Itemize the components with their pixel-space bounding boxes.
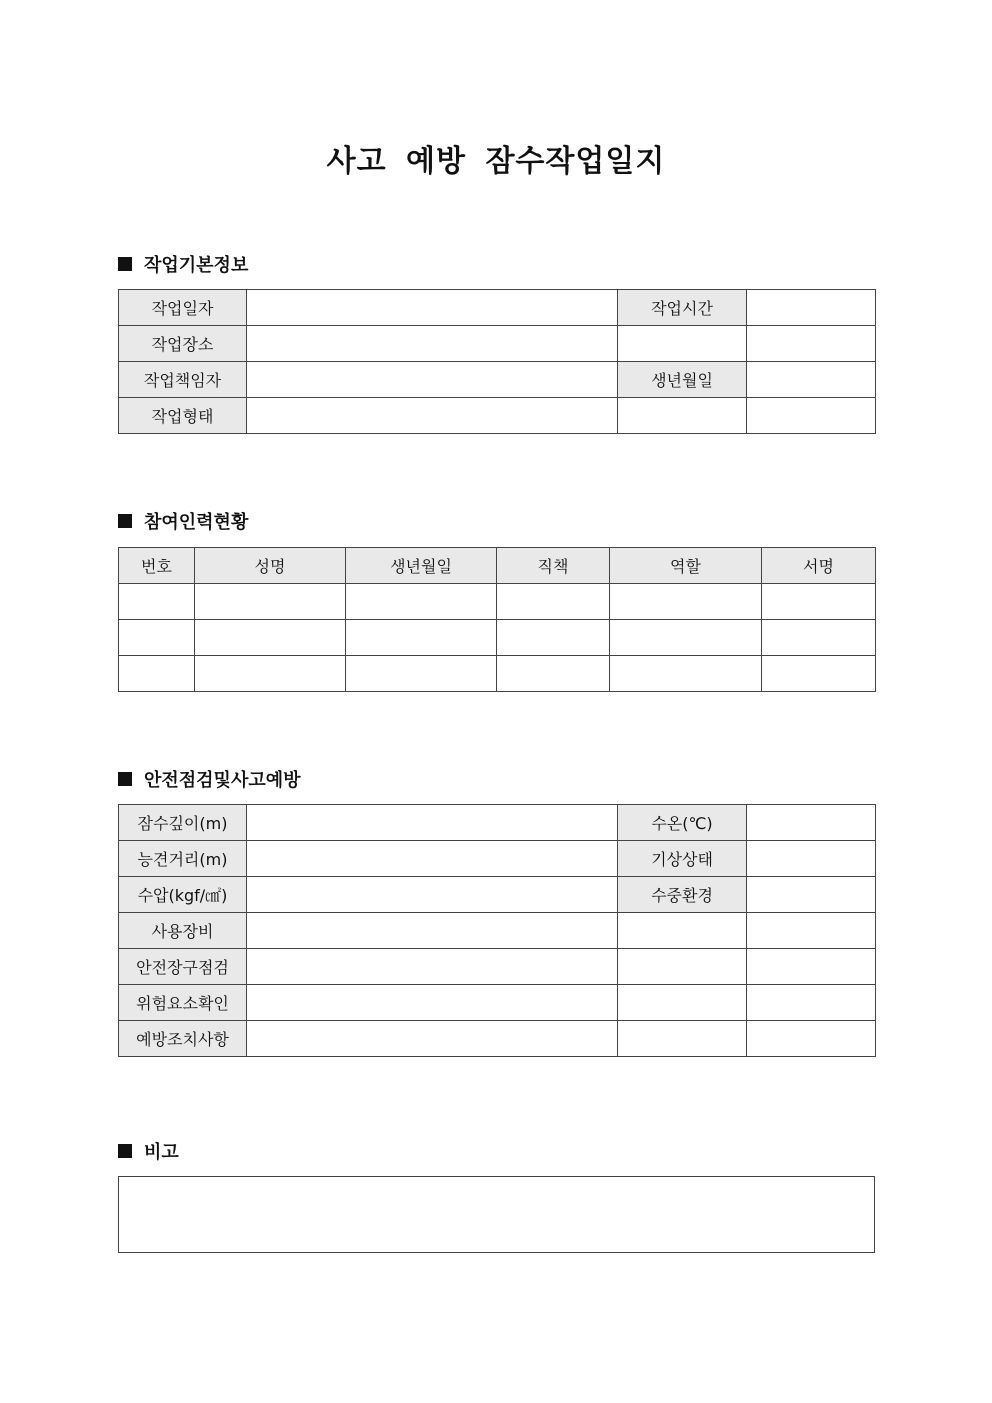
field-value-cell[interactable]: [747, 913, 876, 949]
table-cell[interactable]: [762, 656, 876, 692]
field-label: 능견거리(m): [119, 841, 247, 877]
field-value-cell[interactable]: [618, 913, 747, 949]
field-value-cell[interactable]: [747, 1021, 876, 1057]
field-value-cell[interactable]: [747, 290, 876, 326]
table-row: [119, 620, 876, 656]
field-value-cell[interactable]: [747, 326, 876, 362]
field-label: 위험요소확인: [119, 985, 247, 1021]
table-row: [119, 841, 876, 877]
column-header: 번호: [119, 548, 195, 584]
square-bullet-icon: [118, 257, 132, 271]
section-heading-text: 안전점검및사고예방: [144, 770, 301, 791]
field-value-cell[interactable]: [618, 398, 747, 434]
table-row: [119, 584, 876, 620]
section-heading-basic-info: [118, 252, 248, 276]
table-cell[interactable]: [346, 620, 497, 656]
column-header: 서명: [762, 548, 876, 584]
table-row: [119, 913, 876, 949]
field-label: 생년월일: [618, 362, 747, 398]
square-bullet-icon: [118, 772, 132, 786]
section-heading-remarks: [118, 1139, 179, 1163]
table-cell[interactable]: [497, 584, 610, 620]
table-cell[interactable]: [610, 620, 762, 656]
table-row: [119, 877, 876, 913]
table-cell[interactable]: [346, 656, 497, 692]
field-value-cell[interactable]: [618, 326, 747, 362]
field-value-cell[interactable]: [247, 398, 618, 434]
column-header: 생년월일: [346, 548, 497, 584]
section-heading-text: 비고: [144, 1142, 179, 1163]
field-value-cell[interactable]: [247, 290, 618, 326]
section-heading-text: 참여인력현황: [144, 512, 249, 533]
table-cell[interactable]: [497, 656, 610, 692]
table-cell[interactable]: [195, 620, 346, 656]
table-cell[interactable]: [195, 656, 346, 692]
basic-info-table: [118, 289, 876, 434]
field-label: 작업형태: [119, 398, 247, 434]
field-label: 기상상태: [618, 841, 747, 877]
field-label: 예방조치사항: [119, 1021, 247, 1057]
field-value-cell[interactable]: [747, 805, 876, 841]
table-row: [119, 805, 876, 841]
field-value-cell[interactable]: [618, 949, 747, 985]
table-cell[interactable]: [762, 584, 876, 620]
table-cell[interactable]: [119, 620, 195, 656]
table-cell[interactable]: [610, 584, 762, 620]
remarks-box[interactable]: [118, 1176, 875, 1253]
field-label: 사용장비: [119, 913, 247, 949]
field-value-cell[interactable]: [747, 398, 876, 434]
field-label: 수온(℃): [618, 805, 747, 841]
table-row: [119, 398, 876, 434]
column-header: 직책: [497, 548, 610, 584]
table-cell[interactable]: [762, 620, 876, 656]
field-value-cell[interactable]: [247, 949, 618, 985]
field-label: 안전장구점검: [119, 949, 247, 985]
table-cell[interactable]: [119, 656, 195, 692]
field-value-cell[interactable]: [618, 1021, 747, 1057]
field-value-cell[interactable]: [618, 985, 747, 1021]
field-value-cell[interactable]: [247, 841, 618, 877]
table-row: [119, 290, 876, 326]
table-cell[interactable]: [119, 584, 195, 620]
table-cell[interactable]: [610, 656, 762, 692]
table-row: [119, 1021, 876, 1057]
field-label: 수중환경: [618, 877, 747, 913]
column-header: 역할: [610, 548, 762, 584]
field-label: 수압(kgf/㎠): [119, 877, 247, 913]
field-label: 작업장소: [119, 326, 247, 362]
section-heading-text: 작업기본정보: [144, 255, 249, 276]
field-value-cell[interactable]: [747, 877, 876, 913]
table-row: [119, 985, 876, 1021]
field-value-cell[interactable]: [247, 913, 618, 949]
field-label: 잠수깊이(m): [119, 805, 247, 841]
section-heading-safety: [118, 767, 301, 791]
table-cell[interactable]: [497, 620, 610, 656]
table-row: [119, 326, 876, 362]
field-value-cell[interactable]: [247, 985, 618, 1021]
field-value-cell[interactable]: [747, 985, 876, 1021]
section-heading-personnel: [118, 509, 248, 533]
personnel-table: [118, 547, 876, 692]
square-bullet-icon: [118, 1144, 132, 1158]
safety-table: [118, 804, 876, 1057]
field-label: 작업일자: [119, 290, 247, 326]
table-cell[interactable]: [346, 584, 497, 620]
table-row: [119, 362, 876, 398]
field-value-cell[interactable]: [747, 841, 876, 877]
page-title: 사고 예방 잠수작업일지: [326, 144, 666, 179]
field-value-cell[interactable]: [247, 362, 618, 398]
field-label: 작업시간: [618, 290, 747, 326]
field-label: 작업책임자: [119, 362, 247, 398]
field-value-cell[interactable]: [247, 1021, 618, 1057]
field-value-cell[interactable]: [247, 326, 618, 362]
square-bullet-icon: [118, 514, 132, 528]
table-header-row: [119, 548, 876, 584]
table-cell[interactable]: [195, 584, 346, 620]
column-header: 성명: [195, 548, 346, 584]
field-value-cell[interactable]: [747, 362, 876, 398]
table-row: [119, 656, 876, 692]
field-value-cell[interactable]: [247, 805, 618, 841]
field-value-cell[interactable]: [747, 949, 876, 985]
field-value-cell[interactable]: [247, 877, 618, 913]
table-row: [119, 949, 876, 985]
